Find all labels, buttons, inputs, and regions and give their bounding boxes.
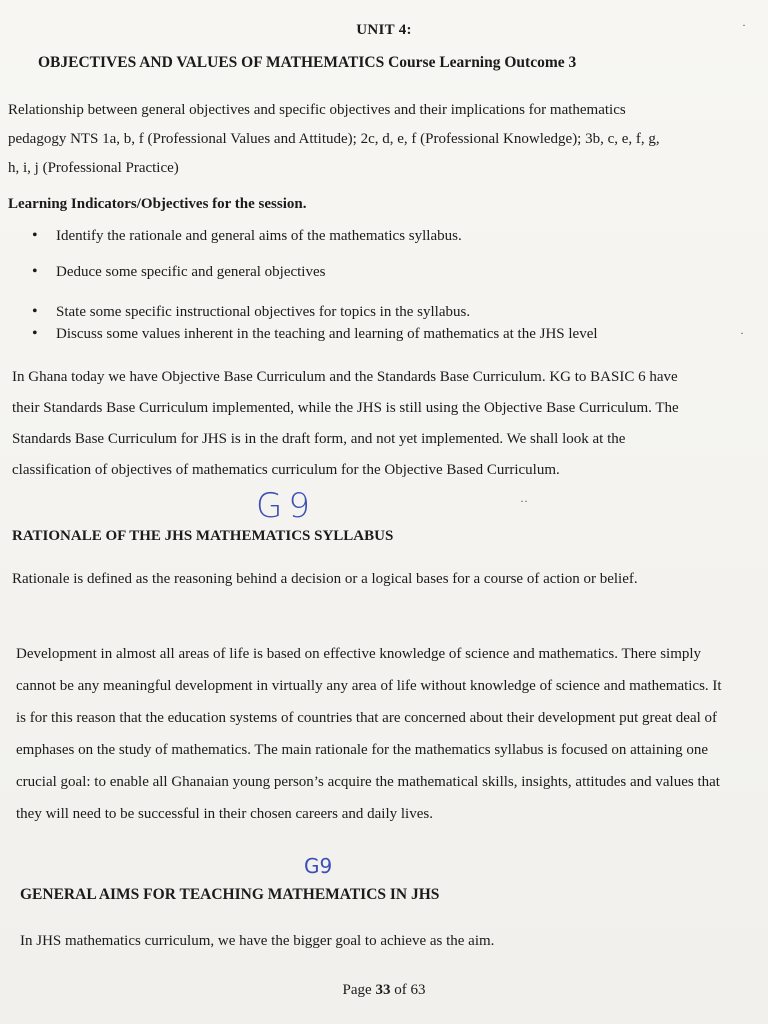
learning-indicators-heading: Learning Indicators/Objectives for the session. [8,196,307,212]
general-aims-heading: GENERAL AIMS FOR TEACHING MATHEMATICS IN JHS [20,886,440,903]
current-page: 33 [375,982,391,998]
aims-intro-paragraph: In JHS mathematics curriculum, we have the bigger goal to achieve as the aim. [20,933,495,949]
handwritten-annotation: G9 [256,486,316,526]
list-item: • Discuss some values inherent in the teaching and learning of mathematics at the JHS level [30,326,710,348]
page-prefix: Page [342,982,376,998]
total-pages: 63 [410,982,426,998]
rationale-definition-paragraph: Rationale is defined as the reasoning behind a decision or a logical bases for a course of action or belief. [12,571,638,587]
list-item: • Deduce some specific and general objectives [30,264,710,304]
learning-objectives-list [30,228,710,348]
unit-label: UNIT 4: [356,22,412,38]
development-paragraph: Development in almost all areas of life is based on effective knowledge of science and mathematics. There simply cannot be any meaningful development in virtually any area of life without knowledge of science and mathematics. It is for this reason that the education systems of countries that are concerned about their development put great deal of emphases on the study of mathematics. The main rationale for the mathematics syllabus is focused on attaining one crucial goal: to enable all Ghanaian young person’s acquire the mathematical skills, insights, attitudes and values that they will need to be successful in their chosen careers and daily lives. [16,646,722,822]
scan-speck: ·· [520,494,528,508]
scan-speck: · [742,18,746,32]
list-item: • Identify the rationale and general aims of the mathematics syllabus. [30,228,710,264]
rationale-heading: RATIONALE OF THE JHS MATHEMATICS SYLLABUS [12,528,394,544]
ghana-curriculum-paragraph: In Ghana today we have Objective Base Curriculum and the Standards Base Curriculum. KG to BASIC 6 have their Standards Base Curriculum implemented, while the JHS is still using the Objective Base Curriculum. The Standards Base Curriculum for JHS is in the draft form, and not yet implemented. We shall look at the classification of objectives of mathematics curriculum for the Objective Based Curriculum. [12,369,679,478]
handwritten-annotation: G9 [304,854,333,878]
page-number [0,982,768,999]
scan-speck: · [740,326,744,340]
page-title: OBJECTIVES AND VALUES OF MATHEMATICS Course Learning Outcome 3 [38,54,577,71]
page-of: of [390,982,411,998]
list-item: • State some specific instructional objectives for topics in the syllabus. [30,304,710,326]
intro-paragraph: Relationship between general objectives and specific objectives and their implications for mathematics pedagogy NTS 1a, b, f (Professional Values and Attitude); 2c, d, e, f (Professional Knowledge); 3b, c, e, f, g, h, i, j (Professional Practice) [8,102,660,176]
